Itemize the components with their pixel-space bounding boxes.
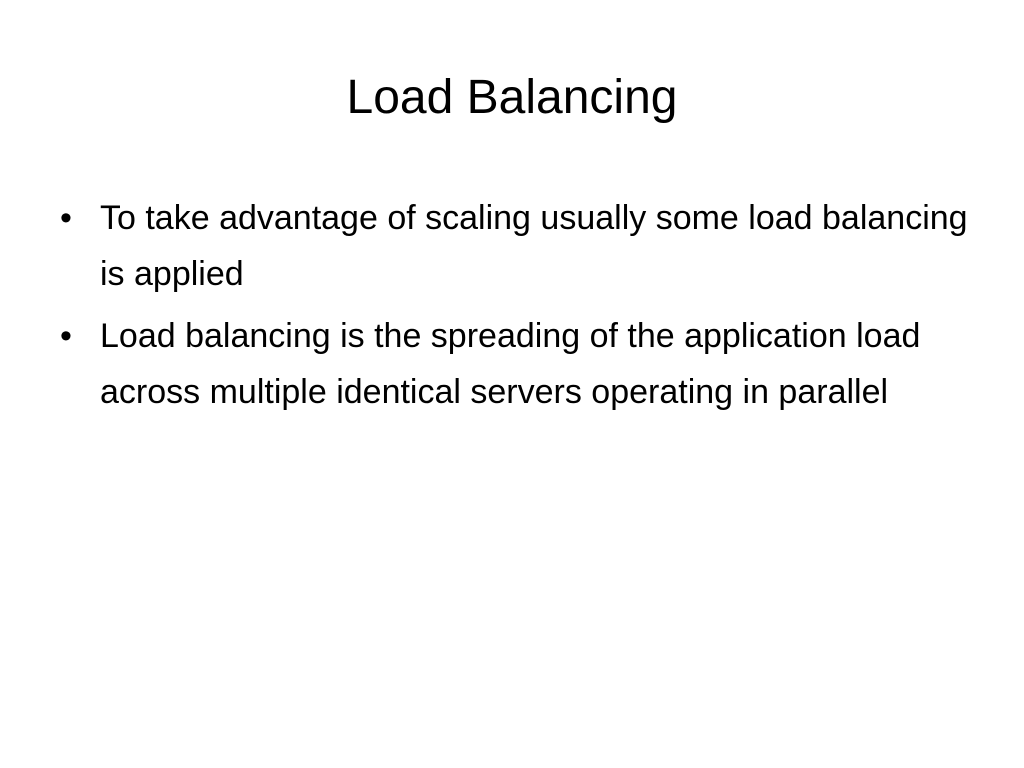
bullet-item	[60, 190, 980, 302]
bullet-item	[60, 308, 980, 420]
bullet-icon: •	[60, 199, 72, 237]
bullet-text: To take advantage of scaling usually some load balancing is applied	[100, 199, 968, 293]
bullet-text: Load balancing is the spreading of the application load across multiple identical servers operating in parallel	[100, 317, 921, 411]
bullet-icon: •	[60, 317, 72, 355]
slide-title: Load Balancing	[346, 71, 678, 124]
bullet-list	[60, 190, 980, 426]
